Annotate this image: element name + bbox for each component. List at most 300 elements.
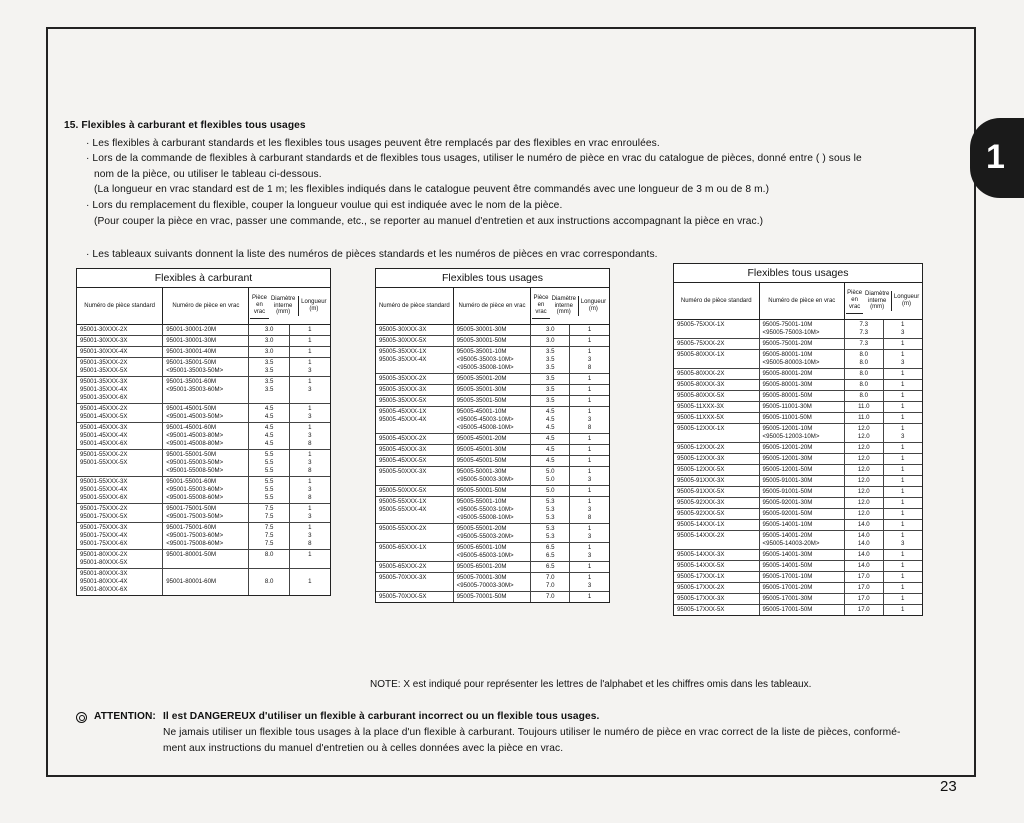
table-header xyxy=(77,288,330,325)
standard-part-cell xyxy=(674,476,760,486)
bulk-part-cell xyxy=(454,592,532,602)
cell-line xyxy=(252,394,285,402)
table-row xyxy=(674,572,922,583)
diameter-cell xyxy=(845,476,883,486)
cell-line: 95001-35XXX-2X xyxy=(80,359,128,366)
header-length: Longueur (m) xyxy=(301,299,327,312)
standard-part-cell xyxy=(376,467,454,485)
length-cell xyxy=(884,605,922,615)
cell-line: 1 xyxy=(587,544,592,551)
diameter-cell xyxy=(531,543,570,561)
table-row xyxy=(77,377,330,404)
cell-line: 1 xyxy=(901,403,905,410)
cell-line: <95001-55003-50M> xyxy=(166,459,224,466)
standard-part-cell xyxy=(674,520,760,530)
standard-part-cell xyxy=(674,572,760,582)
length-cell xyxy=(290,477,330,503)
header-bulk-sub xyxy=(863,291,921,312)
standard-part-cell xyxy=(77,347,163,357)
cell-line: 95005-70XXX-3X xyxy=(379,574,427,581)
cell-line: 95005-35XXX-3X xyxy=(379,386,427,393)
bulk-part-cell xyxy=(760,550,846,560)
cell-line: <95001-45003-50M> xyxy=(166,413,224,420)
bulk-part-cell xyxy=(760,380,846,390)
cell-line: 95001-35XXX-4X xyxy=(80,386,128,393)
diameter-cell xyxy=(531,524,570,542)
table-row xyxy=(376,497,609,524)
length-cell xyxy=(290,550,330,568)
cell-line: 3 xyxy=(308,386,312,393)
bulk-part-cell xyxy=(454,467,532,485)
cell-line: 8.0 xyxy=(859,359,869,366)
cell-line: 1 xyxy=(901,466,905,473)
bulk-part-cell xyxy=(760,369,846,379)
cell-line: 17.0 xyxy=(857,584,870,591)
cell-line: 1 xyxy=(587,397,592,404)
bulk-part-cell xyxy=(760,561,846,571)
bulk-part-cell xyxy=(760,594,846,604)
standard-part-cell xyxy=(77,358,163,376)
table-row xyxy=(674,402,922,413)
cell-line: 95005-14XXX-5X xyxy=(677,562,725,569)
cell-line: 3 xyxy=(587,506,592,513)
table-row xyxy=(376,467,609,486)
table-row xyxy=(376,385,609,396)
cell-line: 95005-80XXX-3X xyxy=(677,381,725,388)
cell-line: 3 xyxy=(308,459,312,466)
cell-line: 95005-65001-10M xyxy=(456,544,507,551)
cell-line: 95001-30XXX-4X xyxy=(80,348,128,355)
cell-line: 95005-65XXX-2X xyxy=(379,563,427,570)
length-cell xyxy=(290,325,330,335)
cell-line: 5.0 xyxy=(546,487,555,494)
diameter-cell xyxy=(249,523,289,549)
cell-line: 5.0 xyxy=(546,468,555,475)
attention-line: ment aux instructions du manuel d'entretien ou à celles données avec la pièce en vrac. xyxy=(163,743,564,754)
cell-line: <95005-80003-10M> xyxy=(762,359,820,366)
length-cell xyxy=(884,413,922,423)
cell-line: 1 xyxy=(901,381,905,388)
cell-line: <95005-35003-10M> xyxy=(456,356,514,363)
bulk-part-cell xyxy=(163,377,249,403)
general-hose-table-1 xyxy=(375,268,610,603)
cell-line: 95005-11XXX-5X xyxy=(677,414,724,421)
cell-line: 95005-75XXX-1X xyxy=(677,321,725,328)
cell-line: 95005-65XXX-1X xyxy=(379,544,427,551)
cell-line: 1 xyxy=(308,405,312,412)
header-bulk-number: Numéro de pièce en vrac xyxy=(454,288,532,324)
cell-line: 3.0 xyxy=(546,326,555,333)
bulk-part-cell xyxy=(760,520,846,530)
cell-line: <95005-45003-10M> xyxy=(456,416,514,423)
page-number: 23 xyxy=(940,778,957,795)
length-cell xyxy=(570,573,609,591)
standard-part-cell xyxy=(77,504,163,522)
table-row xyxy=(376,456,609,467)
cell-line: 5.5 xyxy=(264,467,274,474)
cell-line: 1 xyxy=(308,348,312,355)
length-cell xyxy=(884,454,922,464)
cell-line: <95001-75003-50M> xyxy=(166,513,224,520)
cell-line: 4.5 xyxy=(264,424,274,431)
cell-line: 95005-80001-50M xyxy=(762,392,813,399)
standard-part-cell xyxy=(674,498,760,508)
cell-line: 95005-17001-50M xyxy=(762,606,813,613)
cell-line: 1 xyxy=(901,455,905,462)
cell-line: 1 xyxy=(901,606,905,613)
diameter-cell xyxy=(531,562,570,572)
cell-line: 3.0 xyxy=(264,348,274,355)
standard-part-cell xyxy=(674,391,760,401)
cell-line: 1 xyxy=(308,424,312,431)
table-row xyxy=(376,374,609,385)
table-row xyxy=(674,350,922,369)
table-row xyxy=(376,396,609,407)
diameter-cell xyxy=(845,550,883,560)
cell-line: 1 xyxy=(901,521,905,528)
header-bulk: Pièce en vrac xyxy=(846,288,863,314)
bulk-part-cell xyxy=(163,550,249,568)
standard-part-cell xyxy=(674,465,760,475)
cell-line: 1 xyxy=(901,425,905,432)
bulk-part-cell xyxy=(454,374,532,384)
cell-line: 7.5 xyxy=(264,540,274,547)
cell-line: 1 xyxy=(901,477,905,484)
cell-line: 5.5 xyxy=(264,486,274,493)
cell-line: 3.5 xyxy=(546,386,555,393)
standard-part-cell xyxy=(376,396,454,406)
diameter-cell xyxy=(845,454,883,464)
cell-line: 12.0 xyxy=(857,444,870,451)
cell-line: 95001-30001-40M xyxy=(166,348,217,355)
cell-line: 95005-75XXX-2X xyxy=(677,340,725,347)
cell-line: 3 xyxy=(308,486,312,493)
diameter-cell xyxy=(531,374,570,384)
cell-line: 7.5 xyxy=(264,524,274,531)
cell-line: 95001-35XXX-6X xyxy=(80,394,128,401)
cell-line: 1 xyxy=(901,510,905,517)
header-bulk: Pièce en vrac xyxy=(532,293,549,319)
cell-line: 5.0 xyxy=(546,476,555,483)
cell-line: 3 xyxy=(587,416,592,423)
cell-line: 95005-65001-20M xyxy=(456,563,507,570)
cell-line: 95005-17XXX-2X xyxy=(677,584,725,591)
standard-part-cell xyxy=(674,413,760,423)
diameter-cell xyxy=(845,413,883,423)
cell-line: 95005-17001-20M xyxy=(762,584,813,591)
cell-line: 95001-45001-50M xyxy=(166,405,217,412)
standard-part-cell xyxy=(674,583,760,593)
length-cell xyxy=(884,350,922,368)
bulk-part-cell xyxy=(163,336,249,346)
cell-line: 11.0 xyxy=(858,403,870,410)
bulk-part-cell xyxy=(454,562,532,572)
cell-line: 1 xyxy=(901,340,905,347)
cell-line: 95001-55001-50M xyxy=(166,451,217,458)
cell-line: 95005-55001-20M xyxy=(456,525,507,532)
bulk-part-cell xyxy=(760,350,846,368)
cell-line: 95005-70001-50M xyxy=(456,593,507,600)
section-tab xyxy=(970,118,1024,198)
header-standard-part: Numéro de pièce standard xyxy=(77,288,163,324)
cell-line: 95001-55001-60M xyxy=(166,478,217,485)
table-row xyxy=(77,477,330,504)
cell-line: <95005-35008-10M> xyxy=(456,364,514,371)
diameter-cell xyxy=(845,520,883,530)
cell-line: 14.0 xyxy=(857,521,870,528)
cell-line: 95001-30001-30M xyxy=(166,337,217,344)
cell-line: 1 xyxy=(901,499,905,506)
cell-line: 95001-55XXX-6X xyxy=(80,494,128,501)
standard-part-cell xyxy=(376,347,454,373)
cell-line: 4.5 xyxy=(546,446,555,453)
standard-part-cell xyxy=(77,336,163,346)
header-bulk-group xyxy=(249,288,330,324)
cell-line: 5.5 xyxy=(264,478,274,485)
standard-part-cell xyxy=(376,456,454,466)
standard-part-cell xyxy=(376,497,454,523)
cell-line: <95005-65003-10M> xyxy=(456,552,514,559)
cell-line: 95005-55XXX-1X xyxy=(379,498,427,505)
cell-line: 1 xyxy=(308,551,312,558)
cell-line: 3 xyxy=(587,552,592,559)
cell-line: 3 xyxy=(901,329,905,336)
cell-line: 3.0 xyxy=(264,337,274,344)
table-title: Flexibles tous usages xyxy=(376,269,609,288)
cell-line: 3 xyxy=(308,367,312,374)
length-cell xyxy=(570,336,609,346)
cell-line: 1 xyxy=(587,593,592,600)
length-cell xyxy=(570,543,609,561)
cell-line: <95001-45003-80M> xyxy=(166,432,224,439)
standard-part-cell xyxy=(674,320,760,338)
cell-line: 1 xyxy=(901,551,905,558)
cell-line: 4.5 xyxy=(546,408,555,415)
cell-line: <95005-14003-20M> xyxy=(762,540,820,547)
bulk-part-cell xyxy=(163,450,249,476)
table-row xyxy=(674,443,922,454)
cell-line: 95005-91001-50M xyxy=(762,488,813,495)
table-note: NOTE: X est indiqué pour représenter les lettres de l'alphabet et les chiffres omis dans les tableaux. xyxy=(370,679,812,690)
attention-line: Il est DANGEREUX d'utiliser un flexible à carburant incorrect ou un flexible tous usages. xyxy=(163,711,600,722)
bulk-part-cell xyxy=(760,320,846,338)
cell-line: 1 xyxy=(308,478,312,485)
cell-line: 6.5 xyxy=(546,552,555,559)
text-line: (La longueur en vrac standard est de 1 m; les flexibles indiqués dans le catalogue peuvent être commandés avec une longueur de 3 m ou de 8 m.) xyxy=(94,184,770,195)
cell-line: <95005-55008-10M> xyxy=(456,514,514,521)
cell-line: 1 xyxy=(587,457,592,464)
standard-part-cell xyxy=(376,486,454,496)
text-line: · Les tableaux suivants donnent la liste des numéros de pièces standards et les numéros de pièces en vrac correspondants. xyxy=(86,249,658,260)
cell-line: 8.0 xyxy=(264,551,274,558)
table-row xyxy=(77,504,330,523)
cell-line: 3 xyxy=(587,356,592,363)
length-cell xyxy=(884,369,922,379)
cell-line: 4.5 xyxy=(546,416,555,423)
diameter-cell xyxy=(249,347,289,357)
bulk-part-cell xyxy=(163,523,249,549)
cell-line: 4.5 xyxy=(264,413,274,420)
cell-line: 95005-17XXX-5X xyxy=(677,606,725,613)
cell-line: 5.5 xyxy=(264,451,274,458)
table-row xyxy=(376,486,609,497)
length-cell xyxy=(884,583,922,593)
table-row xyxy=(674,594,922,605)
cell-line: 1 xyxy=(901,562,905,569)
cell-line: 1 xyxy=(308,326,312,333)
length-cell xyxy=(290,358,330,376)
cell-line: 1 xyxy=(587,337,592,344)
bulk-part-cell xyxy=(760,572,846,582)
bulk-part-cell xyxy=(760,498,846,508)
text-line: · Les flexibles à carburant standards et les flexibles tous usages peuvent être remplacés par des flexibles en vrac enroulées. xyxy=(86,138,660,149)
cell-line: 95005-70XXX-5X xyxy=(379,593,427,600)
cell-line: 95005-55XXX-4X xyxy=(379,506,427,513)
diameter-cell xyxy=(845,391,883,401)
cell-line: 1 xyxy=(901,414,905,421)
table-row xyxy=(376,434,609,445)
cell-line: 95005-12001-10M xyxy=(762,425,813,432)
diameter-cell xyxy=(531,434,570,444)
standard-part-cell xyxy=(674,561,760,571)
standard-part-cell xyxy=(674,509,760,519)
table-row xyxy=(674,320,922,339)
cell-line: 7.3 xyxy=(859,329,869,336)
cell-line: 1 xyxy=(587,408,592,415)
table-row xyxy=(77,550,330,569)
cell-line: 3.0 xyxy=(546,337,555,344)
standard-part-cell xyxy=(674,594,760,604)
cell-line: 1 xyxy=(587,487,592,494)
fuel-hose-table xyxy=(76,268,331,596)
cell-line: 95005-35001-50M xyxy=(456,397,507,404)
cell-line: 95005-35XXX-4X xyxy=(379,356,427,363)
cell-line: 95005-80001-20M xyxy=(762,370,813,377)
cell-line: 95005-14001-20M xyxy=(762,532,813,539)
table-row xyxy=(674,339,922,350)
diameter-cell xyxy=(531,573,570,591)
cell-line xyxy=(166,586,245,594)
length-cell xyxy=(884,550,922,560)
cell-line: 1 xyxy=(308,378,312,385)
bulk-part-cell xyxy=(454,543,532,561)
length-cell xyxy=(884,424,922,442)
cell-line: 1 xyxy=(308,524,312,531)
diameter-cell xyxy=(531,486,570,496)
cell-line: 8 xyxy=(308,494,312,501)
diameter-cell xyxy=(531,497,570,523)
cell-line: 95001-55XXX-5X xyxy=(80,459,128,466)
cell-line xyxy=(166,570,245,578)
cell-line: 1 xyxy=(587,574,592,581)
bulk-part-cell xyxy=(760,339,846,349)
cell-line: 1 xyxy=(308,337,312,344)
cell-line: 12.0 xyxy=(857,488,870,495)
cell-line: 7.5 xyxy=(264,505,274,512)
standard-part-cell xyxy=(674,487,760,497)
cell-line: 1 xyxy=(308,359,312,366)
cell-line: 14.0 xyxy=(857,540,870,547)
length-cell xyxy=(570,407,609,433)
cell-line: 95001-35XXX-3X xyxy=(80,378,128,385)
table-row xyxy=(376,336,609,347)
cell-line: 1 xyxy=(308,578,312,585)
cell-line: <95001-75008-60M> xyxy=(166,540,224,547)
bulk-part-cell xyxy=(454,347,532,373)
length-cell xyxy=(290,504,330,522)
length-cell xyxy=(290,569,330,595)
cell-line: 3.5 xyxy=(546,364,555,371)
standard-part-cell xyxy=(674,380,760,390)
diameter-cell xyxy=(249,377,289,403)
cell-line: 95001-55XXX-3X xyxy=(80,478,128,485)
cell-line: 3 xyxy=(308,432,312,439)
cell-line: 1 xyxy=(587,435,592,442)
cell-line: 95005-70001-30M xyxy=(456,574,507,581)
length-cell xyxy=(884,391,922,401)
cell-line: 95005-35XXX-1X xyxy=(379,348,427,355)
bulk-part-cell xyxy=(454,497,532,523)
cell-line: 11.0 xyxy=(858,414,870,421)
cell-line: 1 xyxy=(901,573,905,580)
length-cell xyxy=(570,445,609,455)
cell-line: 95005-80XXX-2X xyxy=(677,370,725,377)
length-cell xyxy=(290,336,330,346)
length-cell xyxy=(570,374,609,384)
length-cell xyxy=(290,450,330,476)
table-row xyxy=(77,336,330,347)
diameter-cell xyxy=(249,550,289,568)
table-row xyxy=(674,550,922,561)
cell-line xyxy=(293,570,327,578)
table-row xyxy=(77,450,330,477)
cell-line: 95005-11XXX-3X xyxy=(677,403,724,410)
cell-line: 95005-45001-50M xyxy=(456,457,507,464)
standard-part-cell xyxy=(376,407,454,433)
cell-line: 95005-12XXX-1X xyxy=(677,425,725,432)
standard-part-cell xyxy=(376,445,454,455)
table-row xyxy=(674,561,922,572)
diameter-cell xyxy=(531,467,570,485)
bulk-part-cell xyxy=(454,456,532,466)
header-bulk-number: Numéro de pièce en vrac xyxy=(760,283,846,319)
cell-line: 1 xyxy=(901,370,905,377)
bulk-part-cell xyxy=(163,477,249,503)
cell-line: 1 xyxy=(308,451,312,458)
cell-line: 3 xyxy=(901,433,905,440)
cell-line: 8 xyxy=(308,440,312,447)
table-header xyxy=(376,288,609,325)
cell-line: 95005-35XXX-5X xyxy=(379,397,427,404)
cell-line: 95001-75XXX-2X xyxy=(80,505,128,512)
cell-line: 95005-17XXX-1X xyxy=(677,573,725,580)
table-row xyxy=(674,413,922,424)
cell-line: 7.3 xyxy=(859,340,869,347)
cell-line: 3.5 xyxy=(546,356,555,363)
header-diameter: Diamètre interne (mm) xyxy=(269,296,299,317)
diameter-cell xyxy=(845,402,883,412)
length-cell xyxy=(290,377,330,403)
cell-line: 3 xyxy=(587,533,592,540)
cell-line: 1 xyxy=(901,488,905,495)
cell-line: 95005-35001-20M xyxy=(456,375,507,382)
standard-part-cell xyxy=(77,477,163,503)
cell-line: 95001-55XXX-4X xyxy=(80,486,128,493)
cell-line: <95001-35003-50M> xyxy=(166,367,224,374)
length-cell xyxy=(290,423,330,449)
cell-line: 8 xyxy=(587,514,592,521)
cell-line: 8.0 xyxy=(859,351,869,358)
